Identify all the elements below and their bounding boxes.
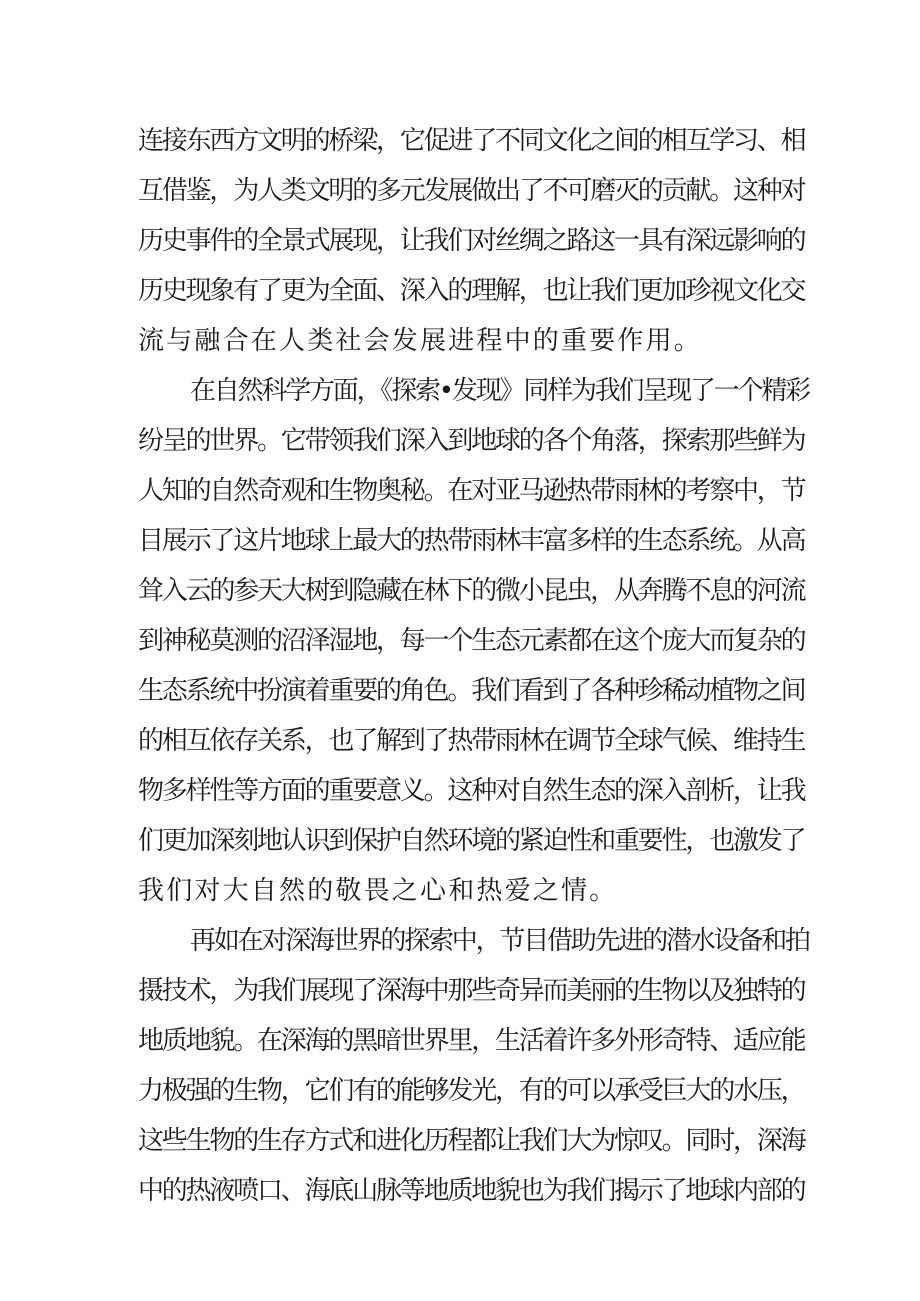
body-text — [138, 116, 809, 1216]
text-line: 物多样性等方面的重要意义。这种对自然生态的深入剖析，让我 — [138, 776, 805, 806]
text-line: 流与融合在人类社会发展进程中的重要作用。 — [138, 326, 703, 356]
text-line: 纷呈的世界。它带领我们深入到地球的各个角落，探索那些鲜为 — [138, 426, 805, 456]
text-line: 们更加深刻地认识到保护自然环境的紧迫性和重要性，也激发了 — [138, 826, 805, 856]
paragraph-1 — [138, 116, 805, 366]
text-line: 在自然科学方面，《探索•发现》同样为我们呈现了一个精彩 — [190, 376, 809, 406]
text-line: 地质地貌。在深海的黑暗世界里，生活着许多外形奇特、适应能 — [138, 1026, 805, 1056]
text-line: 再如在对深海世界的探索中，节目借助先进的潜水设备和拍 — [190, 926, 809, 956]
paragraph-3 — [138, 916, 809, 1216]
text-line: 的相互依存关系，也了解到了热带雨林在调节全球气候、维持生 — [138, 726, 805, 756]
text-line: 我们对大自然的敬畏之心和热爱之情。 — [138, 876, 618, 906]
text-line: 连接东西方文明的桥梁，它促进了不同文化之间的相互学习、相 — [138, 126, 805, 156]
text-line: 目展示了这片地球上最大的热带雨林丰富多样的生态系统。从高 — [138, 526, 805, 556]
text-line: 这些生物的生存方式和进化历程都让我们大为惊叹。同时，深海 — [138, 1126, 805, 1156]
text-line: 历史现象有了更为全面、深入的理解，也让我们更加珍视文化交 — [138, 276, 805, 306]
text-line: 人知的自然奇观和生物奥秘。在对亚马逊热带雨林的考察中，节 — [138, 476, 805, 506]
text-line: 到神秘莫测的沼泽湿地，每一个生态元素都在这个庞大而复杂的 — [138, 626, 805, 656]
text-line: 中的热液喷口、海底山脉等地质地貌也为我们揭示了地球内部的 — [138, 1176, 805, 1206]
text-line: 历史事件的全景式展现，让我们对丝绸之路这一具有深远影响的 — [138, 226, 805, 256]
text-line: 耸入云的参天大树到隐藏在林下的微小昆虫，从奔腾不息的河流 — [138, 576, 805, 606]
paragraph-2 — [138, 366, 809, 916]
text-line: 力极强的生物，它们有的能够发光，有的可以承受巨大的水压， — [138, 1076, 805, 1106]
text-line: 生态系统中扮演着重要的角色。我们看到了各种珍稀动植物之间 — [138, 676, 805, 706]
text-line: 互借鉴，为人类文明的多元发展做出了不可磨灭的贡献。这种对 — [138, 176, 805, 206]
text-line: 摄技术，为我们展现了深海中那些奇异而美丽的生物以及独特的 — [138, 976, 805, 1006]
